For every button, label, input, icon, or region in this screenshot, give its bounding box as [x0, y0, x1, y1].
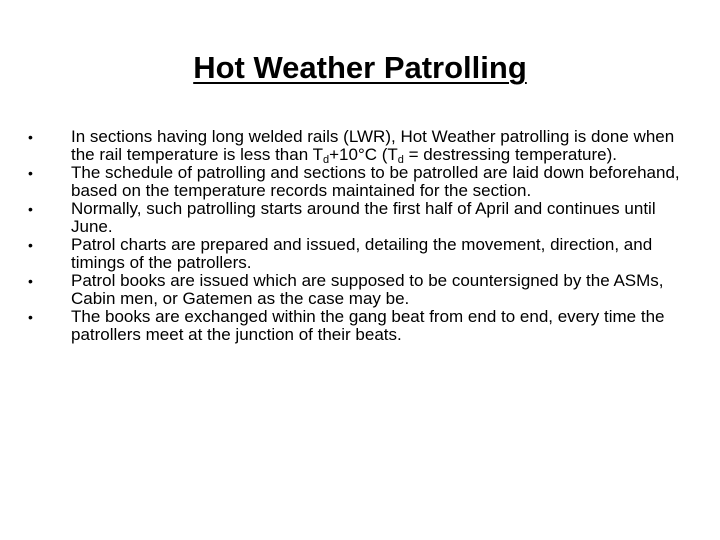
bullet-item [28, 128, 688, 164]
bullet-icon: • [28, 201, 33, 217]
bullet-text: Normally, such patrolling starts around the first half of April and continues until June. [71, 199, 656, 236]
bullet-icon: • [28, 309, 33, 325]
slide-title: Hot Weather Patrolling [193, 50, 527, 85]
bullet-item [28, 200, 688, 236]
bullet-item [28, 272, 688, 308]
bullet-icon: • [28, 129, 33, 145]
bullet-item [28, 236, 688, 272]
bullet-text: In sections having long welded rails (LWR), Hot Weather patrolling is done when the rail temperature is less than $T_d+10^\circ C$ ($T_d$ = destressing temperature). [71, 127, 675, 166]
bullet-text: The books are exchanged within the gang beat from end to end, every time the patrollers meet at the junction of their beats. [71, 307, 665, 344]
bullet-item [28, 308, 688, 344]
bullet-icon: • [28, 273, 33, 289]
bullet-item [28, 164, 688, 200]
bullet-text: The schedule of patrolling and sections to be patrolled are laid down beforehand, based on the temperature records maintained for the section. [71, 163, 680, 200]
bullet-icon: • [28, 165, 33, 181]
bullet-text: Patrol books are issued which are supposed to be countersigned by the ASMs, Cabin men, or Gatemen as the case may be. [71, 271, 664, 308]
bullet-list [28, 128, 688, 344]
bullet-icon: • [28, 237, 33, 253]
bullet-text: Patrol charts are prepared and issued, detailing the movement, direction, and timings of the patrollers. [71, 235, 653, 272]
